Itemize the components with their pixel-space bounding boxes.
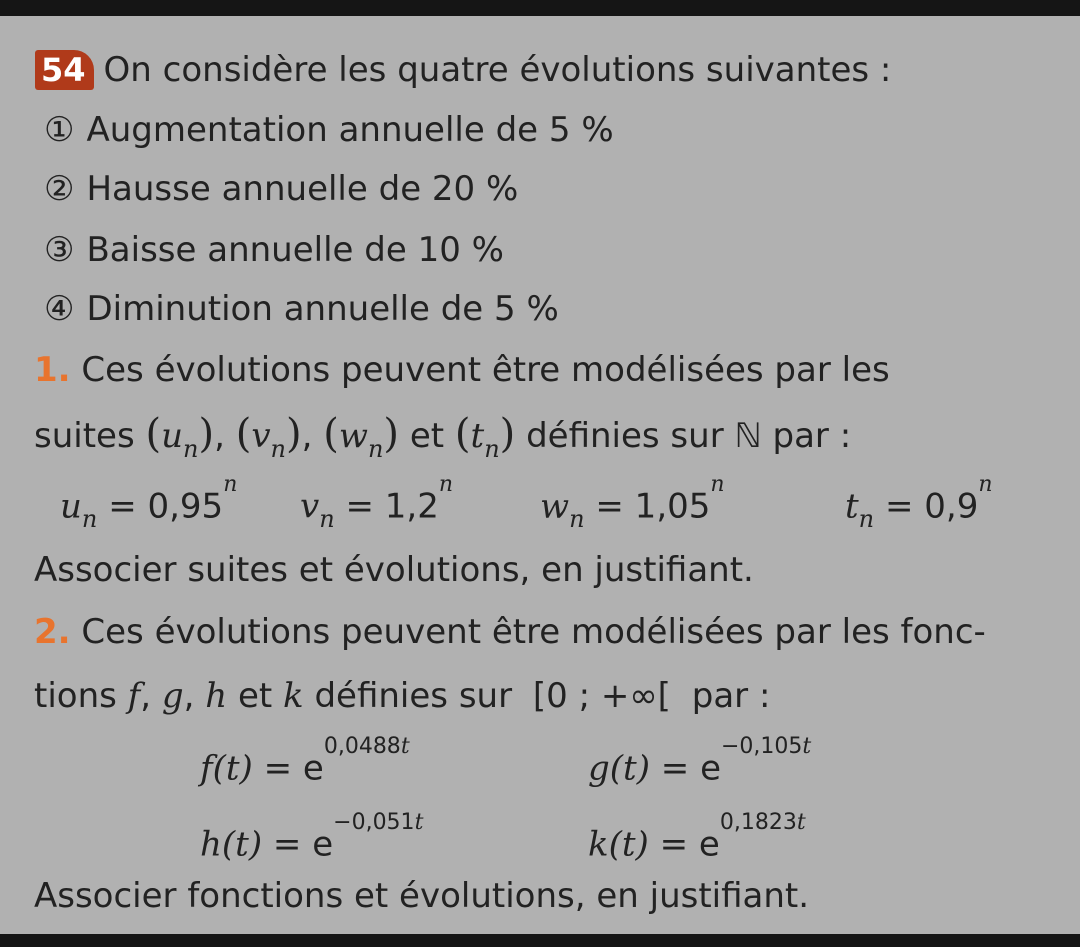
evolution-item	[44, 169, 518, 209]
evolution-text: Augmentation annuelle de 5 %	[86, 110, 614, 150]
comma: ,	[140, 676, 152, 716]
conjunction-et: et	[409, 416, 445, 456]
question-1-instruction: Associer suites et évolutions, en justifiant.	[34, 550, 754, 590]
question-2-line-2	[34, 676, 770, 716]
formula-var: u	[60, 486, 82, 527]
function-f-formula	[200, 734, 410, 789]
comma: ,	[301, 416, 313, 456]
circled-number: ②	[44, 169, 75, 209]
exponent: n	[710, 472, 725, 497]
function-eq: = e	[272, 824, 334, 865]
circled-number: ①	[44, 110, 75, 150]
formula-var: v	[300, 486, 320, 527]
function-k: k	[283, 676, 304, 716]
exponent-var: t	[400, 734, 410, 759]
formula-t	[845, 472, 993, 534]
function-name: f	[200, 748, 213, 789]
question-1-line-2: suites $(u_n)$, $(v_n)$, $(w_n)$ et $(t_n)$ définies sur ℕ par :	[34, 411, 852, 463]
question-1-number: 1.	[34, 350, 71, 390]
function-eq: = e	[263, 748, 324, 789]
question-1-text: définies sur ℕ par :	[526, 416, 852, 456]
function-eq: = e	[660, 748, 721, 789]
interval: [0 ; +∞[	[532, 676, 671, 716]
function-name: h	[200, 824, 222, 865]
sequence-u: u	[161, 416, 183, 456]
subscript: n	[319, 505, 335, 534]
subscript: n	[367, 435, 384, 463]
formula-v	[300, 472, 454, 534]
evolution-text: Diminution annuelle de 5 %	[86, 289, 559, 329]
subscript: n	[858, 505, 875, 534]
function-arg: (t)	[221, 824, 263, 865]
function-arg: (t)	[212, 748, 253, 789]
exponent: n	[223, 472, 238, 497]
evolution-text: Baisse annuelle de 10 %	[86, 230, 504, 270]
function-h: h	[205, 676, 228, 716]
function-name: g	[588, 748, 610, 789]
bottom-frame-bar	[0, 934, 1080, 947]
question-2-text: Ces évolutions peuvent être modélisées par les fonc-	[81, 612, 986, 652]
function-g-formula	[588, 734, 812, 789]
exponent-var: t	[414, 810, 424, 835]
exponent: n	[438, 472, 454, 497]
question-2-line-1	[34, 612, 986, 652]
function-name: k	[588, 824, 609, 865]
subscript: n	[81, 505, 98, 534]
function-eq: = e	[659, 824, 720, 865]
evolution-text: Hausse annuelle de 20 %	[86, 169, 519, 209]
question-1-line-1	[34, 350, 890, 390]
subscript: n	[569, 505, 585, 534]
exponent-number: 0,1823	[719, 810, 797, 835]
subscript: n	[270, 435, 286, 463]
formula-var: w	[540, 486, 570, 527]
formula-value: = 0,95	[108, 486, 224, 527]
subscript: n	[484, 435, 500, 463]
question-2-text: par :	[691, 676, 771, 716]
sequence-t: t	[470, 416, 485, 456]
top-frame-bar	[0, 0, 1080, 16]
exercise-number-badge: 54	[35, 50, 94, 90]
evolution-item	[44, 110, 614, 150]
formula-value: = 1,05	[595, 486, 711, 527]
exercise-intro: On considère les quatre évolutions suivantes :	[103, 50, 892, 90]
conjunction-et: et	[237, 676, 273, 716]
formula-value: = 0,9	[884, 486, 979, 527]
exponent: n	[978, 472, 993, 497]
comma: ,	[214, 416, 225, 456]
function-g: g	[161, 676, 184, 716]
exponent-number: −0,051	[333, 810, 415, 835]
formula-value: = 1,2	[345, 486, 439, 527]
question-1-text: Ces évolutions peuvent être modélisées par les	[81, 350, 890, 390]
exponent-var: t	[802, 734, 812, 759]
function-arg: (t)	[608, 824, 649, 865]
exercise-card	[0, 16, 1080, 934]
exercise-header	[35, 50, 891, 90]
function-f: f	[127, 676, 141, 716]
function-k-formula	[588, 810, 806, 865]
exponent-number: 0,0488	[323, 734, 401, 759]
function-arg: (t)	[609, 748, 650, 789]
formula-u	[60, 472, 238, 534]
comma: ,	[183, 676, 195, 716]
function-h-formula	[200, 810, 424, 865]
question-2-number: 2.	[34, 612, 71, 652]
question-2-instruction: Associer fonctions et évolutions, en justifiant.	[34, 876, 810, 916]
sequence-v: v	[251, 416, 271, 456]
exponent-number: −0,105	[721, 734, 803, 759]
formula-w	[540, 472, 725, 534]
question-1-text: suites	[34, 416, 135, 456]
exponent-var: t	[796, 810, 806, 835]
evolution-item	[44, 230, 504, 270]
question-2-text: définies sur	[314, 676, 513, 716]
subscript: n	[183, 435, 199, 463]
evolution-item	[44, 289, 559, 329]
circled-number: ④	[44, 289, 75, 329]
formula-var: t	[845, 486, 859, 527]
question-2-text: tions	[34, 676, 117, 716]
circled-number: ③	[44, 230, 75, 270]
sequence-w: w	[338, 416, 368, 456]
